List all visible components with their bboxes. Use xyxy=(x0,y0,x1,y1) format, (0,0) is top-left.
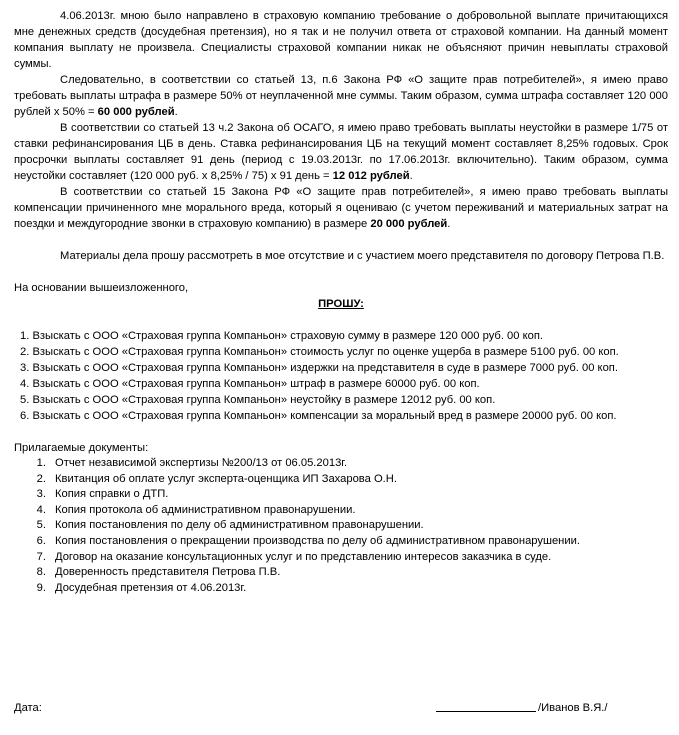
attachment-number: 5. xyxy=(36,519,46,532)
request-item: 3. Взыскать с ООО «Страховая группа Компаньон» издержки на представителя в суде в размере 7000 руб. 00 коп. xyxy=(20,362,618,374)
attachment-list xyxy=(14,456,668,596)
attachment-number: 4. xyxy=(36,503,46,516)
attachment-item xyxy=(14,503,668,519)
paragraph-moral-damage-end: . xyxy=(447,218,451,230)
request-item: 5. Взыскать с ООО «Страховая группа Компаньон» неустойку в размере 12012 руб. 00 коп. xyxy=(20,394,496,406)
attachment-text: Отчет независимой экспертизы №200/13 от 06.05.2013г. xyxy=(55,457,348,469)
request-heading: ПРОШУ: xyxy=(318,298,364,310)
attachment-item xyxy=(14,550,668,566)
attachment-number: 7. xyxy=(36,550,46,563)
attachment-number: 8. xyxy=(36,566,46,579)
attachment-number: 2. xyxy=(36,472,46,485)
attachments-title: Прилагаемые документы: xyxy=(14,442,149,454)
signature-block xyxy=(14,700,668,716)
attachment-text: Копия протокола об административном правонарушении. xyxy=(55,503,356,516)
attachment-number: 1. xyxy=(36,457,46,469)
attachment-text: Доверенность представителя Петрова П.В. xyxy=(55,566,281,579)
attachment-text: Копия постановления по делу об административном правонарушении. xyxy=(55,519,424,532)
attachment-number: 6. xyxy=(36,534,46,547)
attachment-text: Досудебная претензия от 4.06.2013г. xyxy=(55,581,247,594)
paragraph-claim-sent: 4.06.2013г. мною было направлено в страховую компанию требование о добровольной выплате причитающихся мне денежных средств (досудебная претензия), но я так и не получил ответа от страховой компании. На данный момент компания выплату не произвела. Специалисты страховой компании никак не объясняют причин невыплаты страховой суммы. xyxy=(14,10,668,70)
attachment-item xyxy=(14,456,668,472)
attachment-item xyxy=(14,581,668,597)
attachment-text: Копия постановления о прекращении производства по делу об административном правонарушении. xyxy=(55,534,580,547)
attachment-number: 3. xyxy=(36,488,46,501)
paragraph-penalty-end: . xyxy=(409,170,413,182)
paragraph-penalty xyxy=(14,120,668,184)
fine-amount: 60 000 рублей xyxy=(97,106,175,118)
paragraph-based-on: На основании вышеизложенного, xyxy=(14,282,189,294)
paragraph-fine-end: . xyxy=(174,106,178,118)
paragraph-moral-damage-text: В соответствии со статьей 15 Закона РФ «О защите прав потребителей», я имею право требовать выплаты компенсации причиненного мне морального вреда, который я оцениваю (с учетом переживаний и материальных затрат на поездки и междугородние звонки в страховую компанию) в размере xyxy=(14,186,668,230)
attachment-text: Квитанция об оплате услуг эксперта-оценщика ИП Захарова О.Н. xyxy=(55,472,397,485)
attachment-item xyxy=(14,518,668,534)
document-page xyxy=(14,8,668,596)
paragraph-penalty-text: В соответствии со статьей 13 ч.2 Закона об ОСАГО, я имею право требовать выплаты неустойки в размере 1/75 от ставки рефинансирования ЦБ в день. Ставка рефинансирования ЦБ на текущий момент составляет 8,25% годовых. Срок просрочки выплаты составляет 91 день (период с 19.03.2013г. по 17.06.2013г. включительно). Таким образом, сумма неустойки составляет (120 000 руб. x 8,25% / 75) x 91 день = xyxy=(14,122,668,182)
attachment-number: 9. xyxy=(36,581,46,594)
attachment-item xyxy=(14,472,668,488)
moral-damage-amount: 20 000 рублей xyxy=(370,218,448,230)
signer-name: /Иванов В.Я./ xyxy=(538,702,608,714)
request-item: 2. Взыскать с ООО «Страховая группа Компаньон» стоимость услуг по оценке ущерба в размере 5100 руб. 00 коп. xyxy=(20,346,619,358)
paragraph-fine-text: Следовательно, в соответствии со статьей 13, п.6 Закона РФ «О защите прав потребителей», я имею право требовать выплаты штрафа в размере 50% от неуплаченной мне суммы. Таким образом, сумма штрафа составляет 120 000 рублей x 50% = xyxy=(14,74,668,118)
request-item: 6. Взыскать с ООО «Страховая группа Компаньон» компенсации за моральный вред в размере 20000 руб. 00 коп. xyxy=(20,410,617,422)
paragraph-absence-request: Материалы дела прошу рассмотреть в мое отсутствие и с участием моего представителя по договору Петрова П.В. xyxy=(60,250,665,262)
request-list xyxy=(14,328,668,424)
attachment-item xyxy=(14,487,668,503)
attachment-item xyxy=(14,534,668,550)
attachment-text: Копия справки о ДТП. xyxy=(55,488,169,501)
request-item: 1. Взыскать с ООО «Страховая группа Компаньон» страховую сумму в размере 120 000 руб. 00 коп. xyxy=(20,330,544,342)
signature-line xyxy=(436,711,536,712)
attachment-item xyxy=(14,565,668,581)
request-item: 4. Взыскать с ООО «Страховая группа Компаньон» штраф в размере 60000 руб. 00 коп. xyxy=(20,378,480,390)
penalty-amount: 12 012 рублей xyxy=(332,170,410,182)
paragraph-moral-damage xyxy=(14,184,668,232)
paragraph-fine xyxy=(14,72,668,120)
attachment-text: Договор на оказание консультационных услуг и по представлению интересов заказчика в суде. xyxy=(55,550,552,563)
date-label: Дата: xyxy=(14,702,42,714)
